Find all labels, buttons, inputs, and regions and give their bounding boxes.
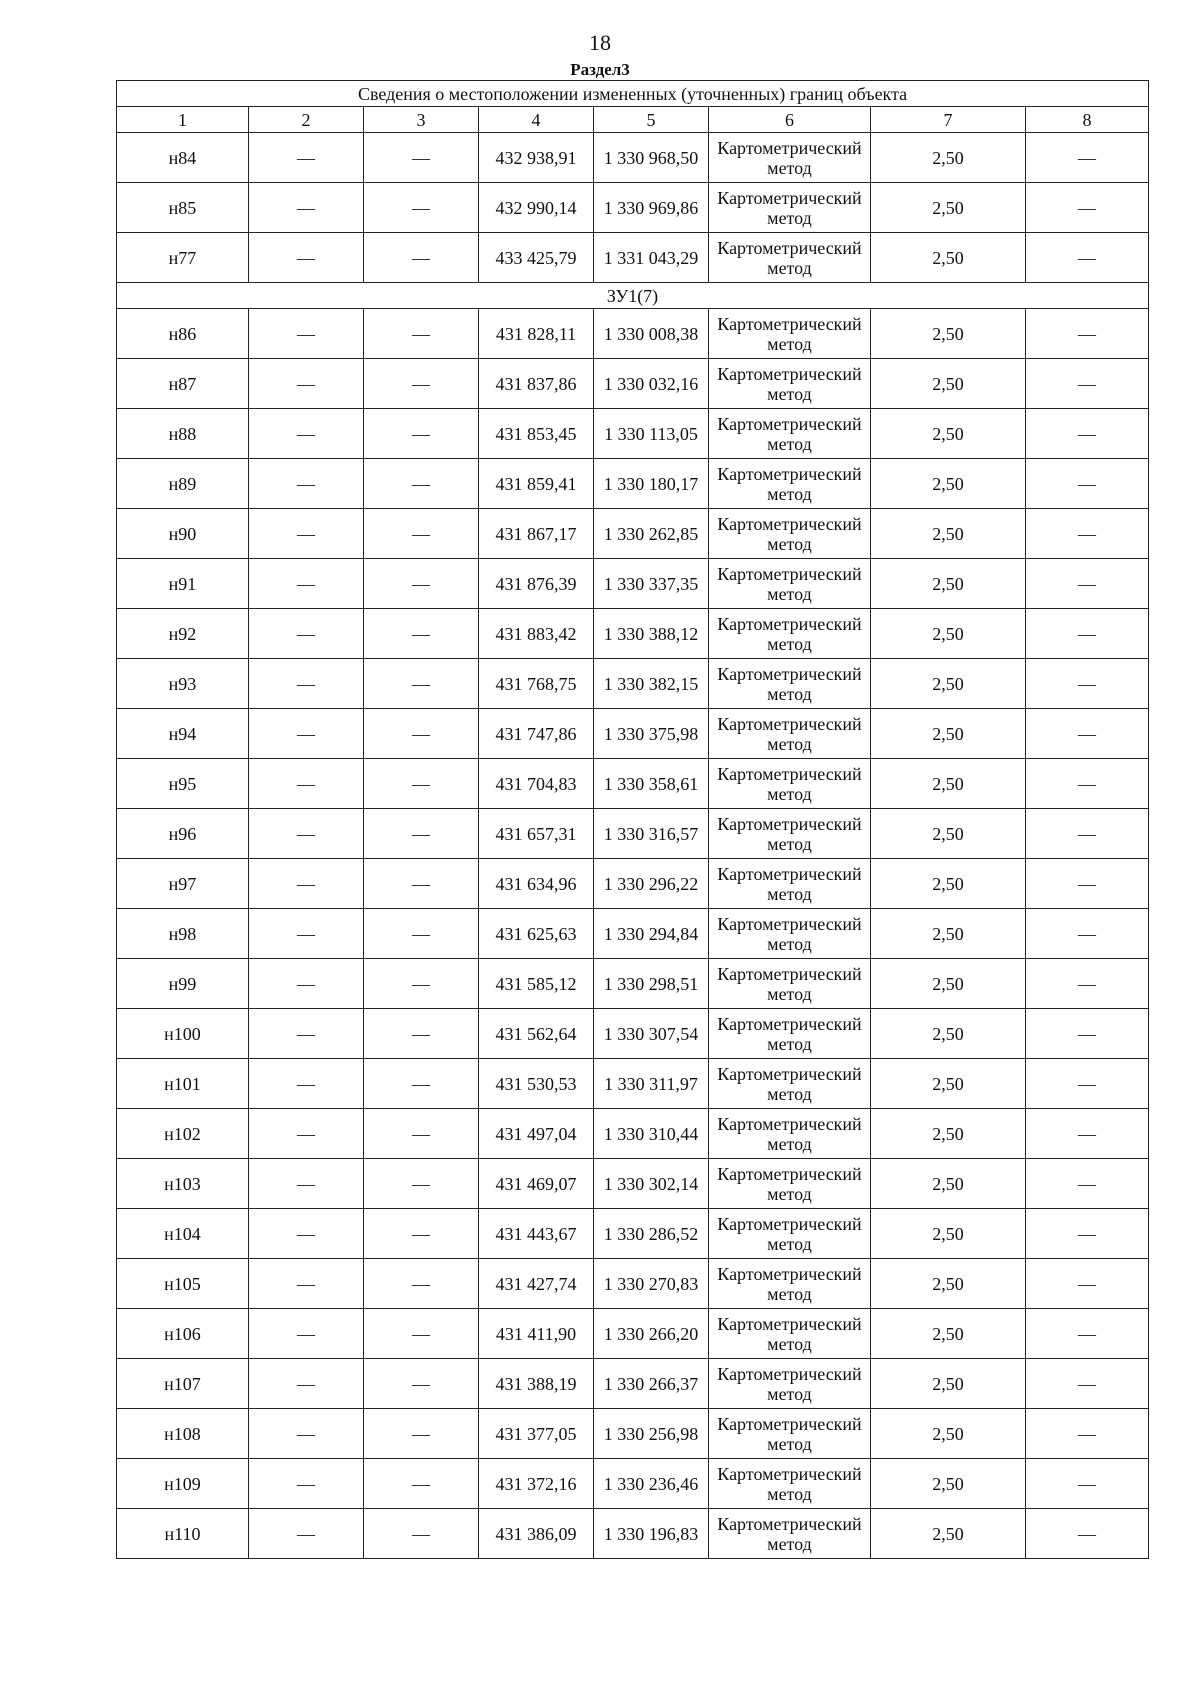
y-coordinate: 1 330 302,14 <box>594 1159 709 1209</box>
method: Картометрический метод <box>709 1509 871 1559</box>
y-coordinate: 1 330 294,84 <box>594 909 709 959</box>
col2-value: — <box>249 659 364 709</box>
col2-value: — <box>249 1159 364 1209</box>
col8-value: — <box>1026 759 1149 809</box>
table-row <box>117 859 1149 909</box>
y-coordinate: 1 330 307,54 <box>594 1009 709 1059</box>
col8-value: — <box>1026 559 1149 609</box>
method: Картометрический метод <box>709 909 871 959</box>
x-coordinate: 431 853,45 <box>479 409 594 459</box>
col8-value: — <box>1026 233 1149 283</box>
col3-value: — <box>364 509 479 559</box>
col8-value: — <box>1026 409 1149 459</box>
x-coordinate: 431 747,86 <box>479 709 594 759</box>
accuracy: 2,50 <box>871 1309 1026 1359</box>
col2-value: — <box>249 309 364 359</box>
accuracy: 2,50 <box>871 609 1026 659</box>
col8-value: — <box>1026 609 1149 659</box>
accuracy: 2,50 <box>871 1059 1026 1109</box>
point-name: н99 <box>117 959 249 1009</box>
x-coordinate: 431 377,05 <box>479 1409 594 1459</box>
group-row <box>117 283 1149 309</box>
col2-value: — <box>249 359 364 409</box>
y-coordinate: 1 331 043,29 <box>594 233 709 283</box>
y-coordinate: 1 330 310,44 <box>594 1109 709 1159</box>
col2-value: — <box>249 1359 364 1409</box>
col3-value: — <box>364 183 479 233</box>
y-coordinate: 1 330 032,16 <box>594 359 709 409</box>
table-row <box>117 959 1149 1009</box>
col8-value: — <box>1026 183 1149 233</box>
accuracy: 2,50 <box>871 809 1026 859</box>
y-coordinate: 1 330 382,15 <box>594 659 709 709</box>
col8-value: — <box>1026 1409 1149 1459</box>
method: Картометрический метод <box>709 233 871 283</box>
col8-value: — <box>1026 459 1149 509</box>
y-coordinate: 1 330 296,22 <box>594 859 709 909</box>
y-coordinate: 1 330 316,57 <box>594 809 709 859</box>
table-row <box>117 1109 1149 1159</box>
y-coordinate: 1 330 236,46 <box>594 1459 709 1509</box>
col8-value: — <box>1026 859 1149 909</box>
point-name: н103 <box>117 1159 249 1209</box>
point-name: н77 <box>117 233 249 283</box>
column-number-1: 1 <box>117 107 249 133</box>
method: Картометрический метод <box>709 559 871 609</box>
accuracy: 2,50 <box>871 859 1026 909</box>
col2-value: — <box>249 909 364 959</box>
point-name: н104 <box>117 1209 249 1259</box>
point-name: н98 <box>117 909 249 959</box>
method: Картометрический метод <box>709 409 871 459</box>
col2-value: — <box>249 1309 364 1359</box>
table-row <box>117 1059 1149 1109</box>
point-name: н91 <box>117 559 249 609</box>
y-coordinate: 1 330 969,86 <box>594 183 709 233</box>
point-name: н105 <box>117 1259 249 1309</box>
point-name: н85 <box>117 183 249 233</box>
method: Картометрический метод <box>709 1309 871 1359</box>
method: Картометрический метод <box>709 1409 871 1459</box>
col3-value: — <box>364 1409 479 1459</box>
accuracy: 2,50 <box>871 909 1026 959</box>
accuracy: 2,50 <box>871 1359 1026 1409</box>
col8-value: — <box>1026 359 1149 409</box>
y-coordinate: 1 330 180,17 <box>594 459 709 509</box>
y-coordinate: 1 330 256,98 <box>594 1409 709 1459</box>
col2-value: — <box>249 183 364 233</box>
x-coordinate: 431 427,74 <box>479 1259 594 1309</box>
table-row <box>117 1509 1149 1559</box>
table-row <box>117 1459 1149 1509</box>
column-number-6: 6 <box>709 107 871 133</box>
method: Картометрический метод <box>709 1159 871 1209</box>
method: Картометрический метод <box>709 1359 871 1409</box>
x-coordinate: 432 938,91 <box>479 133 594 183</box>
col2-value: — <box>249 1409 364 1459</box>
col3-value: — <box>364 233 479 283</box>
x-coordinate: 431 883,42 <box>479 609 594 659</box>
method: Картометрический метод <box>709 1009 871 1059</box>
method: Картометрический метод <box>709 1209 871 1259</box>
col8-value: — <box>1026 1159 1149 1209</box>
page-number: 18 <box>589 30 611 55</box>
col3-value: — <box>364 609 479 659</box>
col3-value: — <box>364 1459 479 1509</box>
col2-value: — <box>249 509 364 559</box>
table-caption-row <box>117 81 1149 107</box>
col3-value: — <box>364 709 479 759</box>
method: Картометрический метод <box>709 659 871 709</box>
col8-value: — <box>1026 1509 1149 1559</box>
table-row <box>117 409 1149 459</box>
point-name: н95 <box>117 759 249 809</box>
point-name: н87 <box>117 359 249 409</box>
table-body <box>117 133 1149 1559</box>
col2-value: — <box>249 1009 364 1059</box>
coordinates-table <box>116 80 1149 1559</box>
x-coordinate: 431 704,83 <box>479 759 594 809</box>
col2-value: — <box>249 759 364 809</box>
accuracy: 2,50 <box>871 459 1026 509</box>
accuracy: 2,50 <box>871 183 1026 233</box>
group-label: ЗУ1(7) <box>117 283 1149 309</box>
method: Картометрический метод <box>709 809 871 859</box>
col3-value: — <box>364 1259 479 1309</box>
x-coordinate: 431 372,16 <box>479 1459 594 1509</box>
col2-value: — <box>249 1509 364 1559</box>
col8-value: — <box>1026 309 1149 359</box>
x-coordinate: 431 443,67 <box>479 1209 594 1259</box>
accuracy: 2,50 <box>871 559 1026 609</box>
method: Картометрический метод <box>709 1059 871 1109</box>
y-coordinate: 1 330 196,83 <box>594 1509 709 1559</box>
col8-value: — <box>1026 709 1149 759</box>
x-coordinate: 431 867,17 <box>479 509 594 559</box>
point-name: н94 <box>117 709 249 759</box>
column-number-3: 3 <box>364 107 479 133</box>
col2-value: — <box>249 859 364 909</box>
section-title: Раздел3 <box>570 60 630 79</box>
method: Картометрический метод <box>709 1109 871 1159</box>
y-coordinate: 1 330 262,85 <box>594 509 709 559</box>
x-coordinate: 431 386,09 <box>479 1509 594 1559</box>
point-name: н102 <box>117 1109 249 1159</box>
method: Картометрический метод <box>709 359 871 409</box>
table-row <box>117 609 1149 659</box>
col8-value: — <box>1026 659 1149 709</box>
point-name: н107 <box>117 1359 249 1409</box>
accuracy: 2,50 <box>871 233 1026 283</box>
col3-value: — <box>364 1359 479 1409</box>
table-row <box>117 659 1149 709</box>
accuracy: 2,50 <box>871 1409 1026 1459</box>
point-name: н93 <box>117 659 249 709</box>
col8-value: — <box>1026 959 1149 1009</box>
y-coordinate: 1 330 968,50 <box>594 133 709 183</box>
method: Картометрический метод <box>709 759 871 809</box>
col3-value: — <box>364 659 479 709</box>
y-coordinate: 1 330 286,52 <box>594 1209 709 1259</box>
x-coordinate: 431 859,41 <box>479 459 594 509</box>
column-number-7: 7 <box>871 107 1026 133</box>
col3-value: — <box>364 409 479 459</box>
method: Картометрический метод <box>709 309 871 359</box>
x-coordinate: 431 837,86 <box>479 359 594 409</box>
col8-value: — <box>1026 1259 1149 1309</box>
point-name: н97 <box>117 859 249 909</box>
col8-value: — <box>1026 133 1149 183</box>
y-coordinate: 1 330 270,83 <box>594 1259 709 1309</box>
column-number-5: 5 <box>594 107 709 133</box>
column-number-2: 2 <box>249 107 364 133</box>
table-row <box>117 1159 1149 1209</box>
table-row <box>117 1209 1149 1259</box>
col2-value: — <box>249 959 364 1009</box>
accuracy: 2,50 <box>871 309 1026 359</box>
method: Картометрический метод <box>709 959 871 1009</box>
table-row <box>117 183 1149 233</box>
table-row <box>117 509 1149 559</box>
accuracy: 2,50 <box>871 509 1026 559</box>
table-row <box>117 759 1149 809</box>
column-number-8: 8 <box>1026 107 1149 133</box>
point-name: н88 <box>117 409 249 459</box>
col8-value: — <box>1026 1109 1149 1159</box>
method: Картометрический метод <box>709 459 871 509</box>
col2-value: — <box>249 1059 364 1109</box>
col8-value: — <box>1026 1459 1149 1509</box>
y-coordinate: 1 330 311,97 <box>594 1059 709 1109</box>
col3-value: — <box>364 359 479 409</box>
y-coordinate: 1 330 008,38 <box>594 309 709 359</box>
method: Картометрический метод <box>709 183 871 233</box>
col2-value: — <box>249 1259 364 1309</box>
accuracy: 2,50 <box>871 1209 1026 1259</box>
method: Картометрический метод <box>709 609 871 659</box>
method: Картометрический метод <box>709 709 871 759</box>
col3-value: — <box>364 559 479 609</box>
y-coordinate: 1 330 375,98 <box>594 709 709 759</box>
col8-value: — <box>1026 809 1149 859</box>
col3-value: — <box>364 1059 479 1109</box>
col8-value: — <box>1026 1309 1149 1359</box>
col8-value: — <box>1026 1059 1149 1109</box>
x-coordinate: 431 562,64 <box>479 1009 594 1059</box>
point-name: н92 <box>117 609 249 659</box>
y-coordinate: 1 330 298,51 <box>594 959 709 1009</box>
col3-value: — <box>364 1159 479 1209</box>
method: Картометрический метод <box>709 1459 871 1509</box>
table-caption: Сведения о местоположении измененных (уточненных) границ объекта <box>117 81 1149 107</box>
y-coordinate: 1 330 113,05 <box>594 409 709 459</box>
accuracy: 2,50 <box>871 1259 1026 1309</box>
accuracy: 2,50 <box>871 959 1026 1009</box>
table-row <box>117 1359 1149 1409</box>
point-name: н109 <box>117 1459 249 1509</box>
col8-value: — <box>1026 1359 1149 1409</box>
col3-value: — <box>364 1009 479 1059</box>
col3-value: — <box>364 959 479 1009</box>
point-name: н89 <box>117 459 249 509</box>
point-name: н100 <box>117 1009 249 1059</box>
y-coordinate: 1 330 388,12 <box>594 609 709 659</box>
point-name: н108 <box>117 1409 249 1459</box>
table-row <box>117 1309 1149 1359</box>
method: Картометрический метод <box>709 859 871 909</box>
table-row <box>117 309 1149 359</box>
col3-value: — <box>364 309 479 359</box>
col2-value: — <box>249 409 364 459</box>
x-coordinate: 431 411,90 <box>479 1309 594 1359</box>
col2-value: — <box>249 809 364 859</box>
point-name: н101 <box>117 1059 249 1109</box>
point-name: н96 <box>117 809 249 859</box>
col8-value: — <box>1026 509 1149 559</box>
x-coordinate: 433 425,79 <box>479 233 594 283</box>
y-coordinate: 1 330 266,20 <box>594 1309 709 1359</box>
y-coordinate: 1 330 358,61 <box>594 759 709 809</box>
accuracy: 2,50 <box>871 709 1026 759</box>
col3-value: — <box>364 133 479 183</box>
accuracy: 2,50 <box>871 659 1026 709</box>
table-row <box>117 709 1149 759</box>
col2-value: — <box>249 609 364 659</box>
x-coordinate: 431 876,39 <box>479 559 594 609</box>
col3-value: — <box>364 909 479 959</box>
x-coordinate: 431 497,04 <box>479 1109 594 1159</box>
method: Картометрический метод <box>709 1259 871 1309</box>
col2-value: — <box>249 559 364 609</box>
table-row <box>117 909 1149 959</box>
table-row <box>117 559 1149 609</box>
accuracy: 2,50 <box>871 359 1026 409</box>
col8-value: — <box>1026 1209 1149 1259</box>
col3-value: — <box>364 759 479 809</box>
col3-value: — <box>364 809 479 859</box>
method: Картометрический метод <box>709 509 871 559</box>
col3-value: — <box>364 459 479 509</box>
table-row <box>117 1259 1149 1309</box>
col3-value: — <box>364 1309 479 1359</box>
point-name: н110 <box>117 1509 249 1559</box>
point-name: н84 <box>117 133 249 183</box>
point-name: н86 <box>117 309 249 359</box>
point-name: н90 <box>117 509 249 559</box>
column-number-row <box>117 107 1149 133</box>
table-row <box>117 233 1149 283</box>
col3-value: — <box>364 859 479 909</box>
col3-value: — <box>364 1209 479 1259</box>
col2-value: — <box>249 1209 364 1259</box>
table-row <box>117 809 1149 859</box>
table-row <box>117 1009 1149 1059</box>
accuracy: 2,50 <box>871 759 1026 809</box>
method: Картометрический метод <box>709 133 871 183</box>
col3-value: — <box>364 1109 479 1159</box>
col2-value: — <box>249 133 364 183</box>
col2-value: — <box>249 459 364 509</box>
accuracy: 2,50 <box>871 1109 1026 1159</box>
col8-value: — <box>1026 909 1149 959</box>
accuracy: 2,50 <box>871 1159 1026 1209</box>
col2-value: — <box>249 233 364 283</box>
accuracy: 2,50 <box>871 409 1026 459</box>
y-coordinate: 1 330 337,35 <box>594 559 709 609</box>
x-coordinate: 431 585,12 <box>479 959 594 1009</box>
y-coordinate: 1 330 266,37 <box>594 1359 709 1409</box>
accuracy: 2,50 <box>871 1009 1026 1059</box>
table-row <box>117 133 1149 183</box>
x-coordinate: 431 828,11 <box>479 309 594 359</box>
accuracy: 2,50 <box>871 133 1026 183</box>
col2-value: — <box>249 1459 364 1509</box>
x-coordinate: 431 530,53 <box>479 1059 594 1109</box>
column-number-4: 4 <box>479 107 594 133</box>
x-coordinate: 431 634,96 <box>479 859 594 909</box>
col2-value: — <box>249 1109 364 1159</box>
col3-value: — <box>364 1509 479 1559</box>
table-row <box>117 1409 1149 1459</box>
table-row <box>117 459 1149 509</box>
accuracy: 2,50 <box>871 1459 1026 1509</box>
accuracy: 2,50 <box>871 1509 1026 1559</box>
x-coordinate: 431 388,19 <box>479 1359 594 1409</box>
table-row <box>117 359 1149 409</box>
x-coordinate: 432 990,14 <box>479 183 594 233</box>
col8-value: — <box>1026 1009 1149 1059</box>
x-coordinate: 431 657,31 <box>479 809 594 859</box>
col2-value: — <box>249 709 364 759</box>
point-name: н106 <box>117 1309 249 1359</box>
x-coordinate: 431 469,07 <box>479 1159 594 1209</box>
x-coordinate: 431 768,75 <box>479 659 594 709</box>
x-coordinate: 431 625,63 <box>479 909 594 959</box>
